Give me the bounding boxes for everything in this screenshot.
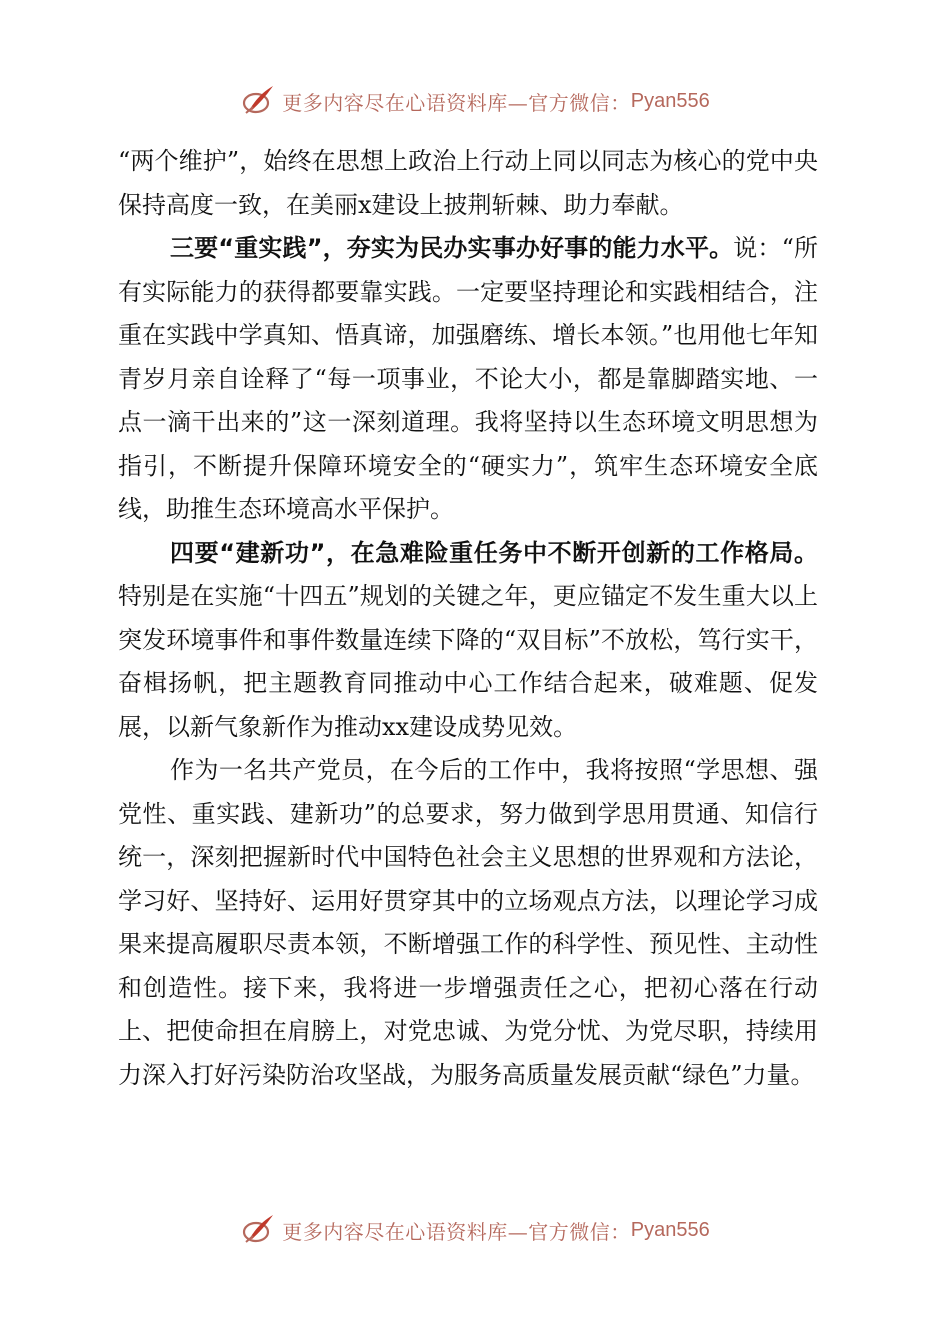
watermark-wechat-id: Pyan556	[630, 1218, 710, 1241]
paragraph-3-text: 特别是在实施“十四五”规划的关键之年，更应锚定不发生重大以上突发环境事件和事件数量连续下降的“双目标”不放松，笃行实干，奋楫扬帆，把主题教育同推动中心工作结合起来，破难题、促发展，以新气象新作为推动xx建设成势见效。	[118, 582, 818, 741]
watermark-wechat-id: Pyan556	[630, 89, 710, 112]
paragraph-1	[118, 140, 818, 227]
quill-pen-icon	[240, 1212, 276, 1248]
watermark-banner-top	[0, 78, 950, 124]
paragraph-2	[118, 227, 818, 532]
paragraph-2-heading: 三要“重实践”，夯实为民办实事办好事的能力水平。	[170, 234, 734, 262]
paragraph-1-text: “两个维护”，始终在思想上政治上行动上同以同志为核心的党中央保持高度一致，在美丽x建设上披荆斩棘、助力奉献。	[118, 147, 818, 219]
paragraph-4	[118, 749, 818, 1097]
watermark-text: 更多内容尽在心语资料库—官方微信：	[282, 90, 631, 115]
paragraph-4-text: 作为一名共产党员，在今后的工作中，我将按照“学思想、强党性、重实践、建新功”的总要求，努力做到学思用贯通、知信行统一，深刻把握新时代中国特色社会主义思想的世界观和方法论，学习好、坚持好、运用好贯穿其中的立场观点方法，以理论学习成果来提高履职尽责本领，不断增强工作的科学性、预见性、主动性和创造性。接下来，我将进一步增强责任之心，把初心落在行动上、把使命担在肩膀上，对党忠诚、为党分忧、为党尽职，持续用力深入打好污染防治攻坚战，为服务高质量发展贡献“绿色”力量。	[118, 756, 818, 1089]
paragraph-3	[118, 532, 818, 750]
document-body	[118, 140, 818, 1097]
paragraph-3-heading: 四要“建新功”，在急难险重任务中不断开创新的工作格局。	[170, 538, 818, 567]
watermark-banner-bottom	[0, 1207, 950, 1253]
quill-pen-icon	[240, 83, 276, 119]
watermark-text: 更多内容尽在心语资料库—官方微信：	[282, 1219, 631, 1244]
paragraph-2-text: 说：“所有实际能力的获得都要靠实践。一定要坚持理论和实践相结合，注重在实践中学真知、悟真谛，加强磨练、增长本领。”也用他七年知青岁月亲自诠释了“每一项事业，不论大小，都是靠脚踏实地、一点一滴干出来的”这一深刻道理。我将坚持以生态环境文明思想为指引，不断提升保障环境安全的“硬实力”，筑牢生态环境安全底线，助推生态环境高水平保护。	[118, 234, 818, 523]
